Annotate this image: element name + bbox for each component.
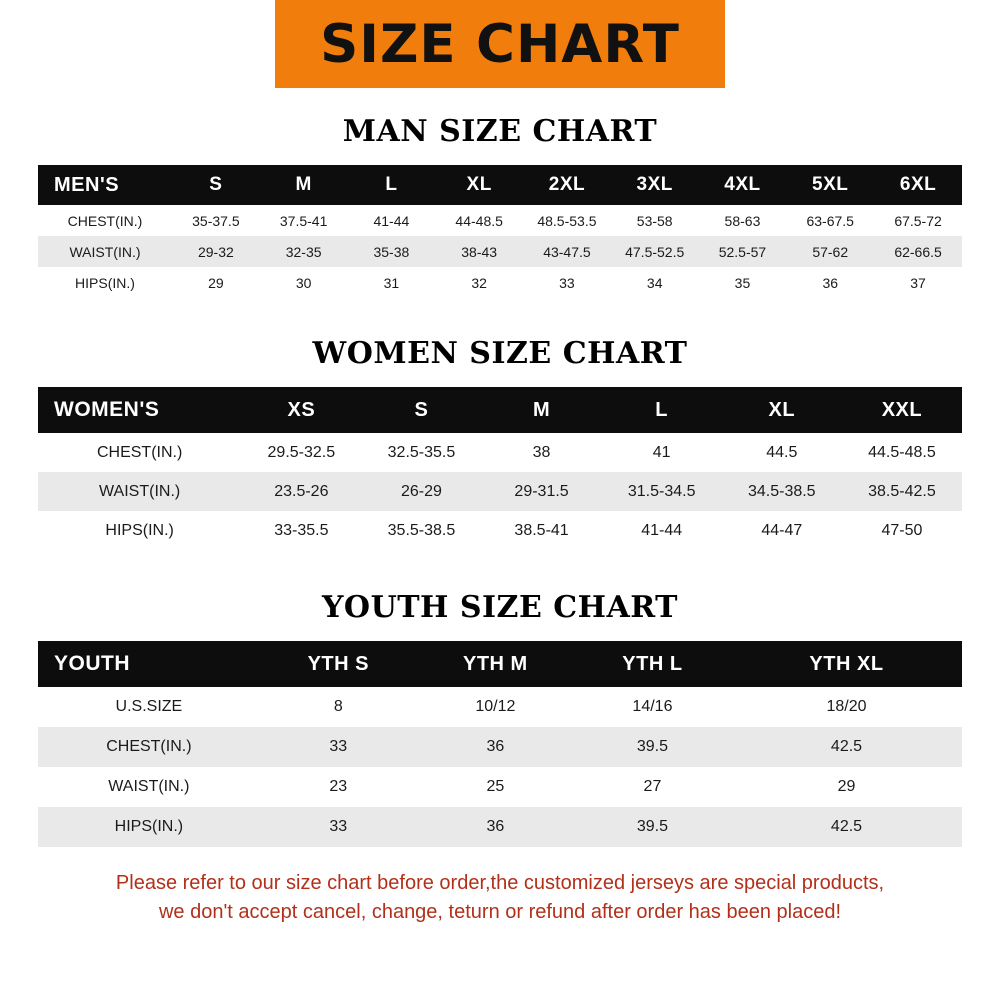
- youth-section-title: YOUTH SIZE CHART: [322, 590, 678, 625]
- women-header-m: M: [482, 387, 602, 433]
- youth-hips-m: 36: [417, 807, 574, 847]
- men-header-xl: XL: [435, 165, 523, 205]
- youth-chest-s: 33: [260, 727, 417, 767]
- women-header-s: S: [361, 387, 481, 433]
- men-waist-xl: 38-43: [435, 236, 523, 267]
- table-row: [38, 205, 962, 236]
- women-row-hips-label: HIPS(IN.): [105, 521, 174, 539]
- table-row: [38, 472, 962, 511]
- men-hips-4xl: 35: [734, 274, 751, 291]
- men-header-6xl: 6XL: [874, 165, 962, 205]
- men-chest-3xl: 53-58: [636, 212, 673, 229]
- youth-header-label: YOUTH: [38, 641, 260, 687]
- youth-header-s: YTH S: [260, 641, 417, 687]
- women-section: [0, 336, 1000, 550]
- youth-ussize-s: 8: [333, 698, 343, 715]
- women-header-xl: XL: [722, 387, 842, 433]
- youth-ussize-l: 14/16: [632, 698, 673, 715]
- women-hips-xl: 44-47: [761, 521, 803, 539]
- women-header-xs: XS: [241, 387, 361, 433]
- women-waist-s: 26-29: [361, 472, 481, 511]
- women-hips-xxl: 47-50: [881, 521, 923, 539]
- men-header-m: M: [260, 165, 348, 205]
- youth-chest-m: 36: [417, 727, 574, 767]
- man-section-title: MAN SIZE CHART: [342, 114, 658, 149]
- men-hips-6xl: 37: [910, 274, 926, 291]
- table-header-row: [38, 165, 962, 205]
- table-row: [38, 727, 962, 767]
- men-header-2xl: 2XL: [523, 165, 611, 205]
- women-row-waist-label: WAIST(IN.): [38, 472, 241, 511]
- women-hips-l: 41-44: [641, 521, 683, 539]
- order-policy-note: [26, 869, 974, 927]
- men-header-l: L: [348, 165, 436, 205]
- men-hips-l: 31: [383, 274, 400, 291]
- table-row: [38, 687, 962, 727]
- women-waist-l: 31.5-34.5: [602, 472, 722, 511]
- men-hips-m: 30: [295, 274, 312, 291]
- women-chest-l: 41: [652, 443, 671, 461]
- youth-chest-xl: 42.5: [731, 727, 962, 767]
- men-waist-m: 32-35: [260, 236, 348, 267]
- men-header-3xl: 3XL: [611, 165, 699, 205]
- men-chest-xl: 44-48.5: [455, 212, 503, 229]
- men-chest-s: 35-37.5: [192, 212, 240, 229]
- women-header-label: WOMEN'S: [38, 387, 241, 433]
- youth-waist-xl: 29: [837, 778, 856, 795]
- men-chest-4xl: 58-63: [724, 212, 761, 229]
- youth-chest-l: 39.5: [574, 727, 731, 767]
- men-chest-2xl: 48.5-53.5: [537, 212, 597, 229]
- youth-hips-s: 33: [260, 807, 417, 847]
- women-chest-xs: 29.5-32.5: [267, 443, 336, 461]
- man-section: [0, 114, 1000, 298]
- youth-ussize-m: 10/12: [475, 698, 516, 715]
- youth-header-l: YTH L: [574, 641, 731, 687]
- women-chest-s: 32.5-35.5: [387, 443, 456, 461]
- men-waist-5xl: 57-62: [786, 236, 874, 267]
- youth-section: [0, 590, 1000, 847]
- women-waist-xl: 34.5-38.5: [722, 472, 842, 511]
- men-row-chest-label: CHEST(IN.): [67, 212, 143, 229]
- women-section-title: WOMEN SIZE CHART: [312, 336, 688, 371]
- youth-ussize-xl: 18/20: [826, 698, 867, 715]
- women-header-xxl: XXL: [842, 387, 962, 433]
- women-header-l: L: [602, 387, 722, 433]
- note-line-2: we don't accept cancel, change, teturn or refund after order has been placed!: [158, 901, 842, 923]
- men-waist-6xl: 62-66.5: [874, 236, 962, 267]
- men-hips-3xl: 34: [646, 274, 663, 291]
- men-waist-l: 35-38: [348, 236, 436, 267]
- women-chest-m: 38: [532, 443, 551, 461]
- table-row: [38, 511, 962, 550]
- table-header-row: [38, 641, 962, 687]
- men-hips-xl: 32: [471, 274, 487, 291]
- youth-header-xl: YTH XL: [731, 641, 962, 687]
- men-header-s: S: [172, 165, 260, 205]
- men-hips-s: 29: [208, 274, 224, 291]
- youth-waist-l: 27: [643, 778, 662, 795]
- banner: [0, 0, 1000, 88]
- table-header-row: [38, 387, 962, 433]
- table-row: [38, 236, 962, 267]
- men-chest-6xl: 67.5-72: [894, 212, 942, 229]
- table-row: [38, 267, 962, 298]
- table-row: [38, 807, 962, 847]
- men-waist-2xl: 43-47.5: [523, 236, 611, 267]
- women-size-table: [38, 387, 962, 550]
- youth-waist-m: 25: [486, 778, 505, 795]
- men-chest-l: 41-44: [373, 212, 410, 229]
- women-hips-s: 35.5-38.5: [387, 521, 456, 539]
- youth-header-m: YTH M: [417, 641, 574, 687]
- youth-size-table: [38, 641, 962, 847]
- men-row-waist-label: WAIST(IN.): [38, 236, 172, 267]
- women-hips-xs: 33-35.5: [274, 521, 329, 539]
- women-waist-m: 29-31.5: [482, 472, 602, 511]
- youth-row-hips-label: HIPS(IN.): [38, 807, 260, 847]
- men-header-5xl: 5XL: [786, 165, 874, 205]
- table-row: [38, 767, 962, 807]
- youth-row-chest-label: CHEST(IN.): [38, 727, 260, 767]
- men-hips-5xl: 36: [822, 274, 839, 291]
- men-header-4xl: 4XL: [699, 165, 787, 205]
- men-chest-5xl: 63-67.5: [806, 212, 854, 229]
- men-hips-2xl: 33: [559, 274, 575, 291]
- men-waist-4xl: 52.5-57: [699, 236, 787, 267]
- table-row: [38, 433, 962, 472]
- youth-row-waist-label: WAIST(IN.): [108, 778, 190, 795]
- youth-waist-s: 23: [329, 778, 348, 795]
- banner-title: SIZE CHART: [320, 13, 680, 75]
- men-chest-m: 37.5-41: [279, 212, 328, 229]
- youth-row-ussize-label: U.S.SIZE: [115, 698, 183, 715]
- men-header-label: MEN'S: [38, 165, 172, 205]
- women-hips-m: 38.5-41: [514, 521, 569, 539]
- women-chest-xxl: 44.5-48.5: [868, 443, 936, 461]
- men-waist-s: 29-32: [172, 236, 260, 267]
- youth-hips-l: 39.5: [574, 807, 731, 847]
- women-chest-xl: 44.5: [766, 443, 798, 461]
- women-waist-xxl: 38.5-42.5: [842, 472, 962, 511]
- note-line-1: Please refer to our size chart before order,the customized jerseys are special products,: [115, 872, 885, 894]
- men-row-hips-label: HIPS(IN.): [75, 274, 135, 291]
- men-size-table: [38, 165, 962, 298]
- men-waist-3xl: 47.5-52.5: [611, 236, 699, 267]
- women-waist-xs: 23.5-26: [241, 472, 361, 511]
- youth-hips-xl: 42.5: [731, 807, 962, 847]
- women-row-chest-label: CHEST(IN.): [96, 443, 183, 461]
